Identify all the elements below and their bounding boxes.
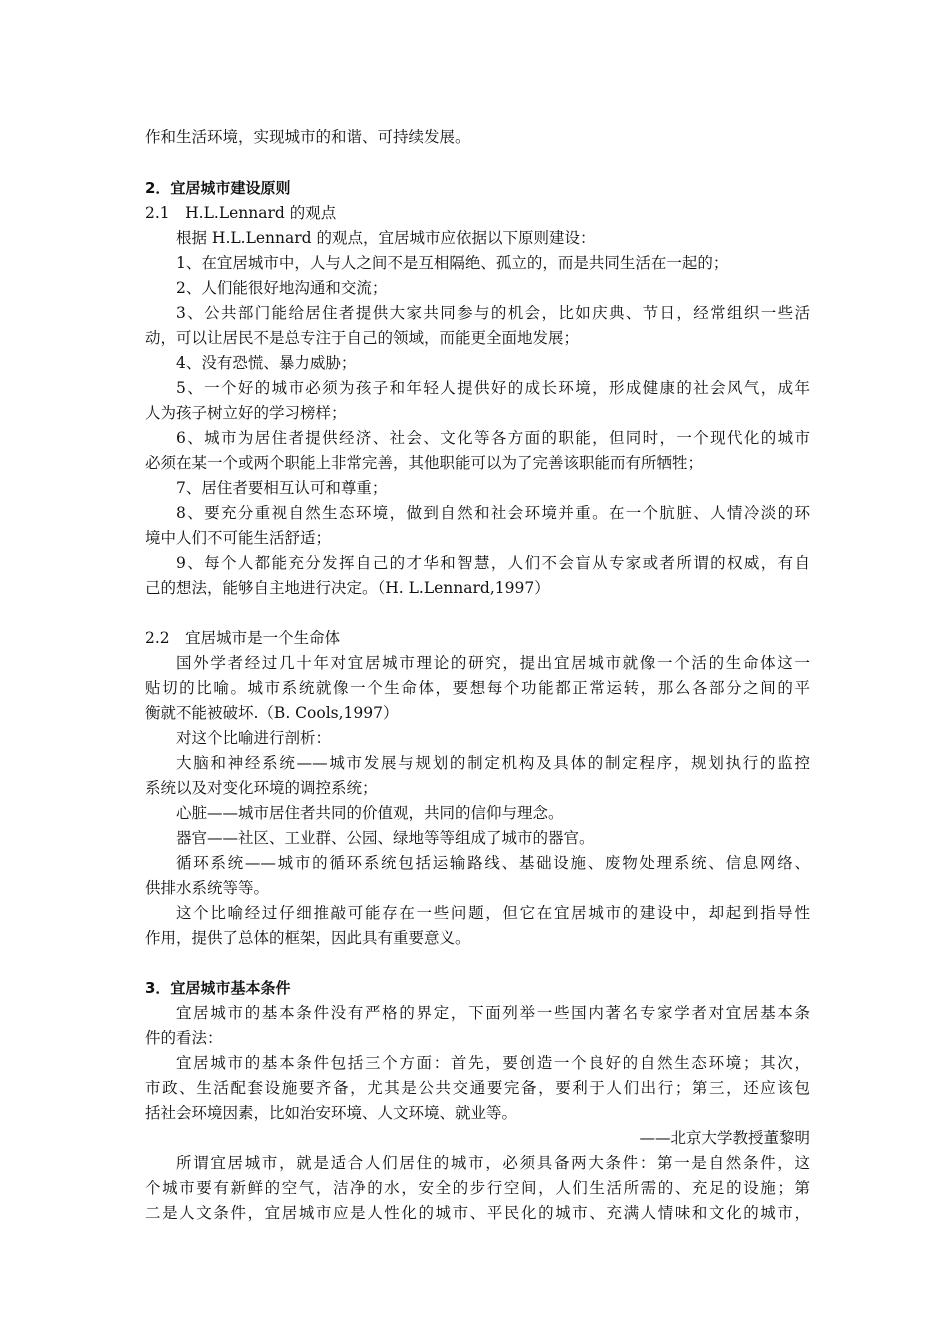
paragraph-line: 大脑和神经系统——城市发展与规划的制定机构及具体的制定程序，规划执行的监控 [176,754,810,772]
paragraph-line: 这个比喻经过仔细推敲可能存在一些问题，但它在宜居城市的建设中，却起到指导性 [176,904,810,922]
list-item-line: 2、人们能很好地沟通和交流； [176,279,388,297]
paragraph-line: 贴切的比喻。城市系统就像一个生命体，要想每个功能都正常运转，那么各部分之间的平 [145,679,810,697]
list-item-line: 4、没有恐慌、暴力威胁； [176,354,357,372]
paragraph-line: 心脏——城市居住者共同的价值观，共同的信仰与理念。 [176,804,564,822]
paragraph-line: 宜居城市的基本条件没有严格的界定，下面列举一些国内著名专家学者对宜居基本条 [176,1004,810,1022]
list-item-line: 9、每个人都能充分发挥自己的才华和智慧，人们不会盲从专家或者所谓的权威，有自 [176,554,810,572]
paragraph-line: 件的看法： [145,1029,223,1047]
list-item-line: 动，可以让居民不是总专注于自己的领域，而能更全面地发展； [145,329,580,347]
section-heading-3: 3．宜居城市基本条件 [145,979,291,997]
list-item-line: 必须在某一个或两个职能上非常完善，其他职能可以为了完善该职能而有所牺牲； [145,454,704,472]
list-item-line: 5、一个好的城市必须为孩子和年轻人提供好的成长环境，形成健康的社会风气，成年 [176,379,810,397]
section-heading-2: 2．宜居城市建设原则 [145,179,291,197]
subsection-heading-2-1: 2.1 H.L.Lennard 的观点 [145,204,337,222]
paragraph-line: 系统以及对变化环境的调控系统； [145,779,378,797]
list-item-line: 6、城市为居住者提供经济、社会、文化等各方面的职能，但同时，一个现代化的城市 [176,429,810,447]
paragraph-line: 循环系统——城市的循环系统包括运输路线、基础设施、废物处理系统、信息网络、 [176,854,810,872]
paragraph-line: 根据 H.L.Lennard 的观点，宜居城市应依据以下原则建设： [176,229,596,247]
paragraph-line: 衡就不能被破坏.（B. Cools,1997） [145,704,399,722]
paragraph-line: 作用，提供了总体的框架，因此具有重要意义。 [145,929,471,947]
paragraph-line: 器官——社区、工业群、公园、绿地等等组成了城市的器官。 [176,829,595,847]
paragraph-line: 作和生活环境，实现城市的和谐、可持续发展。 [145,128,471,146]
quote-line: 二是人文条件，宜居城市应是人性化的城市、平民化的城市、充满人情味和文化的城市， [145,1204,810,1222]
list-item-line: 境中人们不可能生活舒适； [145,529,332,547]
list-item-line: 人为孩子树立好的学习榜样； [145,404,347,422]
list-item-line: 7、居住者要相互认可和尊重； [176,479,388,497]
list-item-line: 己的想法，能够自主地进行决定。（H. L.Lennard,1997） [145,579,550,597]
paragraph-line: 对这个比喻进行剖析： [176,729,332,747]
list-item-line: 3、公共部门能给居住者提供大家共同参与的机会，比如庆典、节日，经常组织一些活 [176,304,810,322]
subsection-heading-2-2: 2.2 宜居城市是一个生命体 [145,629,341,647]
list-item-line: 8、要充分重视自然生态环境，做到自然和社会环境并重。在一个肮脏、人情冷淡的环 [176,504,810,522]
paragraph-line: 供排水系统等等。 [145,879,270,897]
quote-line: 括社会环境因素，比如治安环境、人文环境、就业等。 [145,1104,518,1122]
list-item-line: 1、在宜居城市中，人与人之间不是互相隔绝、孤立的，而是共同生活在一起的； [176,254,729,272]
quote-line: 市政、生活配套设施要齐备，尤其是公共交通要完备，要利于人们出行；第三，还应该包 [145,1079,810,1097]
quote-line: 所谓宜居城市，就是适合人们居住的城市，必须具备两大条件：第一是自然条件，这 [176,1154,810,1172]
quote-line: 个城市要有新鲜的空气，洁净的水，安全的步行空间，人们生活所需的、充足的设施；第 [145,1179,810,1197]
quote-line: 宜居城市的基本条件包括三个方面：首先，要创造一个良好的自然生态环境；其次， [176,1054,810,1072]
paragraph-line: 国外学者经过几十年对宜居城市理论的研究，提出宜居城市就像一个活的生命体这一 [176,654,810,672]
quote-attribution: ——北京大学教授董黎明 [639,1129,810,1147]
